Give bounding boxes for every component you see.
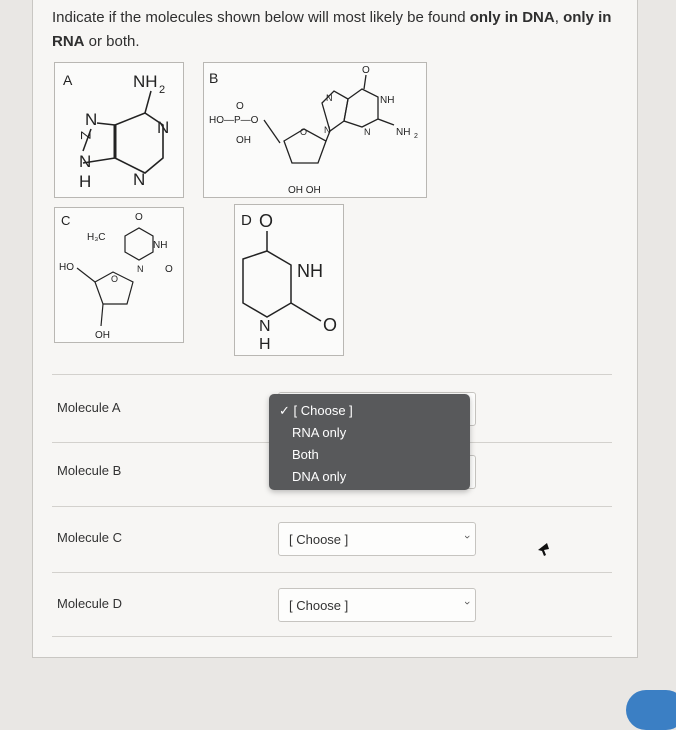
question-text: Indicate if the molecules shown below will most likely be found only in DNA, only in RNA or both. bbox=[52, 9, 612, 50]
svg-text:Z: Z bbox=[78, 131, 94, 140]
svg-text:O: O bbox=[323, 315, 338, 335]
checkmark-icon: ✓ bbox=[279, 403, 290, 418]
svg-text:O: O bbox=[111, 274, 119, 284]
mouse-cursor-icon bbox=[538, 543, 550, 562]
menu-item-both[interactable]: Both bbox=[292, 447, 319, 462]
svg-text:OH: OH bbox=[95, 330, 110, 341]
svg-text:O: O bbox=[236, 101, 244, 112]
molecule-b-structure bbox=[203, 62, 427, 198]
svg-text:HO—P—O: HO—P—O bbox=[209, 115, 259, 126]
molecule-d-structure bbox=[234, 204, 344, 356]
svg-text:N: N bbox=[364, 127, 371, 137]
svg-text:O: O bbox=[362, 65, 370, 76]
chevron-down-icon: › bbox=[461, 601, 474, 605]
molecule-a-label: Molecule A bbox=[57, 400, 121, 415]
menu-item-rna-only[interactable]: RNA only bbox=[292, 425, 347, 440]
molecule-b-label: Molecule B bbox=[57, 463, 122, 478]
svg-text:N: N bbox=[133, 170, 146, 189]
menu-item-dna-only[interactable]: DNA only bbox=[292, 469, 347, 484]
svg-text:O: O bbox=[259, 211, 274, 231]
svg-text:O: O bbox=[135, 212, 143, 223]
svg-text:N: N bbox=[326, 93, 333, 103]
svg-text:N: N bbox=[137, 264, 144, 274]
menu-item-choose[interactable]: ✓ [ Choose ] bbox=[279, 403, 353, 418]
svg-text:NH: NH bbox=[153, 240, 168, 251]
svg-text:NH: NH bbox=[380, 95, 395, 106]
molecule-c-label: Molecule C bbox=[57, 530, 123, 545]
svg-text:NH: NH bbox=[396, 127, 411, 138]
svg-text:N: N bbox=[259, 318, 271, 335]
molecule-d-label: Molecule D bbox=[57, 596, 123, 611]
molecule-a-structure bbox=[54, 62, 184, 198]
molecule-c-structure bbox=[54, 207, 184, 343]
svg-text:2: 2 bbox=[159, 84, 166, 96]
svg-text:O: O bbox=[165, 264, 173, 275]
molecule-c-select[interactable]: [ Choose ] › bbox=[278, 522, 476, 556]
panel-letter-c: C bbox=[61, 213, 71, 228]
panel-letter-d: D bbox=[241, 212, 252, 229]
svg-text:H₃C: H₃C bbox=[87, 232, 106, 243]
chevron-down-icon: › bbox=[461, 535, 474, 539]
amino-label: NH bbox=[133, 72, 158, 91]
panel-letter-a: A bbox=[63, 72, 73, 88]
svg-text:N: N bbox=[324, 125, 331, 135]
svg-text:N: N bbox=[85, 110, 98, 129]
dropdown-menu bbox=[269, 394, 470, 490]
help-bubble-icon[interactable] bbox=[626, 690, 676, 730]
molecule-d-select[interactable]: [ Choose ] › bbox=[278, 588, 476, 622]
svg-text:OH: OH bbox=[236, 135, 251, 146]
svg-text:NH: NH bbox=[297, 261, 323, 281]
svg-text:2: 2 bbox=[414, 133, 418, 140]
svg-text:H: H bbox=[259, 336, 271, 353]
svg-text:N: N bbox=[79, 152, 92, 171]
svg-text:H: H bbox=[79, 172, 92, 191]
svg-text:HO: HO bbox=[59, 262, 74, 273]
svg-text:OH OH: OH OH bbox=[288, 185, 321, 196]
svg-text:N: N bbox=[157, 118, 170, 137]
svg-text:O: O bbox=[300, 127, 308, 137]
panel-letter-b: B bbox=[209, 70, 219, 86]
